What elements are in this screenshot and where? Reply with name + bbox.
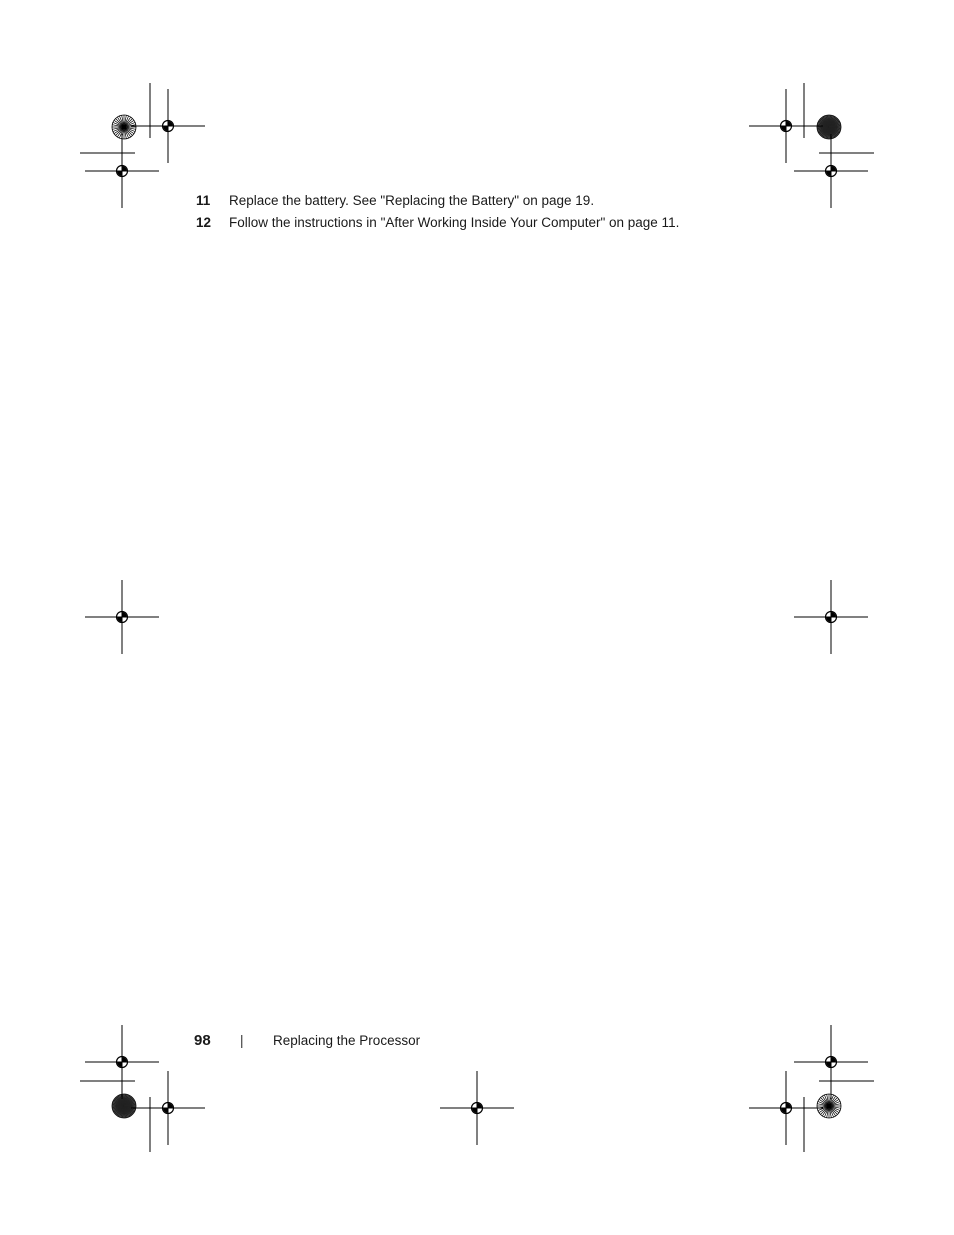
step-text: Replace the battery. See "Replacing the Battery" on page 19. (229, 193, 595, 208)
footer-separator: | (240, 1033, 244, 1048)
step-item (196, 214, 679, 232)
starburst-icon (112, 115, 136, 139)
registration-target-icon (749, 89, 823, 163)
registration-target-icon (749, 1071, 823, 1145)
starburst-icon (112, 1094, 136, 1118)
starburst-icon (817, 1094, 841, 1118)
registration-target-icon (85, 1025, 159, 1099)
step-text: Follow the instructions in "After Working Inside Your Computer" on page 11. (229, 215, 680, 230)
registration-target-icon (131, 89, 205, 163)
registration-target-icon (440, 1071, 514, 1145)
step-number: 11 (196, 193, 211, 208)
starburst-icon (817, 115, 841, 139)
page-number: 98 (194, 1032, 211, 1049)
step-number: 12 (196, 215, 212, 230)
registration-target-icon (794, 1025, 868, 1099)
step-item (196, 192, 594, 210)
registration-target-icon (794, 134, 868, 208)
registration-target-icon (85, 580, 159, 654)
registration-target-icon (131, 1071, 205, 1145)
section-title: Replacing the Processor (273, 1033, 421, 1048)
registration-target-icon (85, 134, 159, 208)
registration-target-icon (794, 580, 868, 654)
